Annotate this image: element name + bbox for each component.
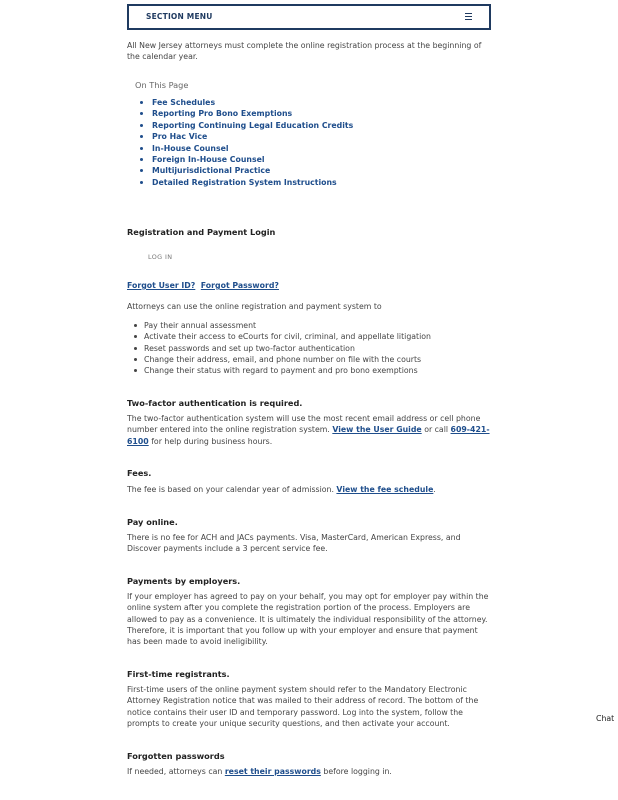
forgot-password-link[interactable]: Forgot Password? <box>200 281 279 290</box>
fees-text-end: . <box>433 485 436 494</box>
toc-link-pro-hac-vice[interactable]: Pro Hac Vice <box>135 131 353 142</box>
reset-passwords-link[interactable]: reset their passwords <box>224 767 321 776</box>
section-menu-button[interactable] <box>127 4 491 30</box>
fees-text <box>127 484 491 495</box>
pay-online-heading: Pay online. <box>127 517 178 527</box>
list-item: Activate their access to eCourts for civil, criminal, and appellate litigation <box>127 331 431 342</box>
on-this-page-title: On This Page <box>135 80 189 90</box>
uses-list <box>127 320 431 376</box>
list-item: Reset passwords and set up two-factor authentication <box>127 343 431 354</box>
section-menu-label: SECTION MENU <box>146 12 213 21</box>
on-this-page-list <box>135 97 353 188</box>
toc-link-in-house-counsel[interactable]: In-House Counsel <box>135 143 353 154</box>
forgot-links <box>127 281 282 290</box>
toc-link-fee-schedules[interactable]: Fee Schedules <box>135 97 353 108</box>
login-heading: Registration and Payment Login <box>127 227 276 237</box>
intro-text: All New Jersey attorneys must complete the online registration process at the beginning of the calendar year. <box>127 41 482 62</box>
fee-schedule-link[interactable]: View the fee schedule <box>336 485 434 494</box>
forgotten-text-2: before logging in. <box>323 767 392 776</box>
first-time-heading: First-time registrants. <box>127 669 230 679</box>
pay-online-text: There is no fee for ACH and JACs payments. Visa, MasterCard, American Express, and Discover payments include a 3 percent service fee. <box>127 533 461 554</box>
toc-link-foreign-in-house[interactable]: Foreign In-House Counsel <box>135 154 353 165</box>
toc-link-detailed-instructions[interactable]: Detailed Registration System Instructions <box>135 177 353 188</box>
fees-heading: Fees. <box>127 468 152 478</box>
phone-link[interactable]: 609-421-6100 <box>127 425 490 446</box>
uses-lead: Attorneys can use the online registration and payment system to <box>127 302 382 311</box>
employers-text: If your employer has agreed to pay on your behalf, you may opt for employer pay within the online system after you complete the registration portion of the process. Employers are allowed to pay as a convenience. It is ultimately the individual responsibility of the attorney. Therefore, it is important that you follow up with your employer and ensure that payment has been made to avoid ineligibility. <box>127 592 489 647</box>
log-in-button[interactable]: LOG IN <box>148 253 173 261</box>
two-factor-text-2: or call <box>424 425 449 435</box>
chat-button[interactable]: Chat <box>596 714 615 723</box>
fees-text-body: The fee is based on your calendar year of admission. <box>127 485 334 494</box>
two-factor-text-1: The two-factor authentication system will use the most recent email address or cell phone number entered into the online registration system. <box>127 414 481 435</box>
forgotten-text <box>127 766 491 777</box>
user-guide-link[interactable]: View the User Guide <box>332 425 422 435</box>
list-item: Change their address, email, and phone number on file with the courts <box>127 354 431 365</box>
two-factor-text-3: for help during business hours. <box>151 436 273 446</box>
forgot-user-id-link[interactable]: Forgot User ID? <box>127 281 196 290</box>
list-item: Pay their annual assessment <box>127 320 431 331</box>
forgotten-heading: Forgotten passwords <box>127 751 225 761</box>
list-item: Change their status with regard to payment and pro bono exemptions <box>127 365 431 376</box>
toc-link-multijurisdictional[interactable]: Multijurisdictional Practice <box>135 165 353 176</box>
hamburger-icon[interactable] <box>465 13 472 20</box>
first-time-text: First-time users of the online payment system should refer to the Mandatory Electronic Attorney Registration notice that was mailed to their address of record. The bottom of the notice contains their user ID and temporary password. Log into the system, follow the prompts to create your unique security questions, and then activate your account. <box>127 685 479 728</box>
two-factor-heading: Two-factor authentication is required. <box>127 398 303 408</box>
toc-link-pro-bono[interactable]: Reporting Pro Bono Exemptions <box>135 108 353 119</box>
two-factor-text <box>127 413 491 447</box>
forgotten-text-1: If needed, attorneys can <box>127 767 223 776</box>
toc-link-cle-credits[interactable]: Reporting Continuing Legal Education Credits <box>135 120 353 131</box>
employers-heading: Payments by employers. <box>127 576 241 586</box>
